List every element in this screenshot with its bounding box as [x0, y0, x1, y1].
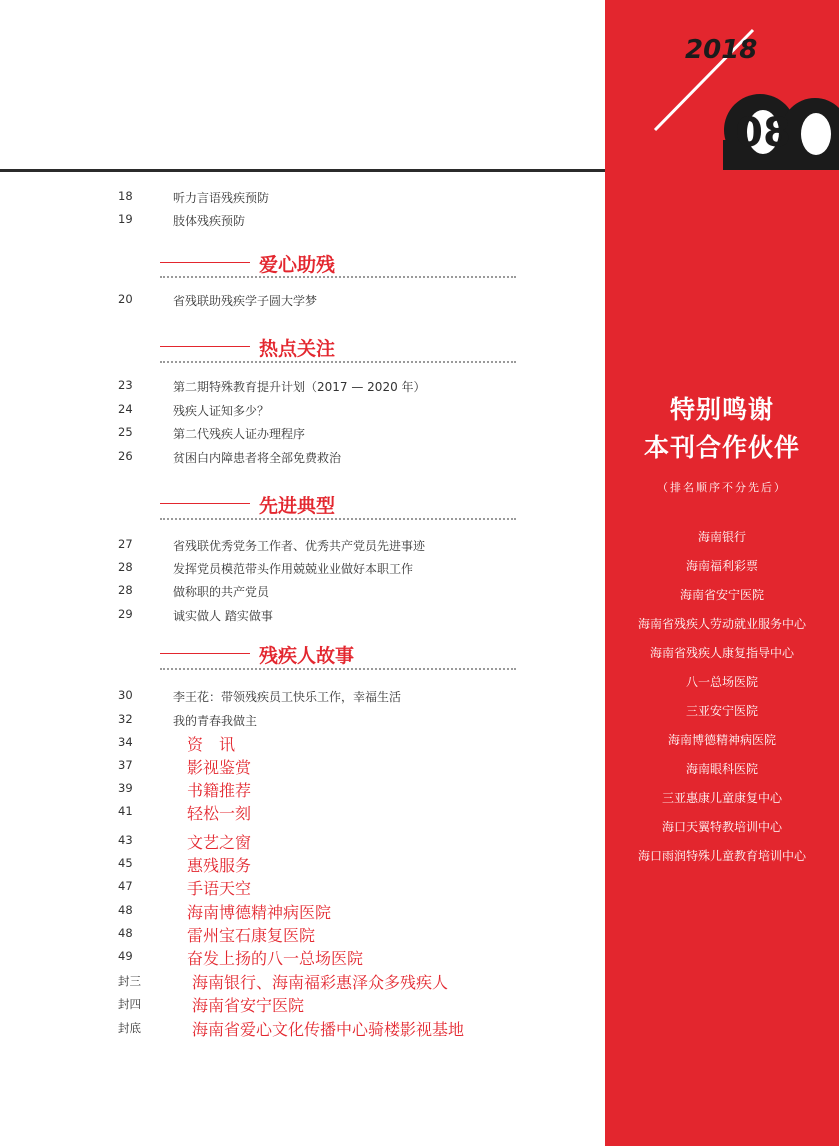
- toc-page: 39: [118, 781, 133, 795]
- partner-item: 海口雨润特殊儿童教育培训中心: [637, 849, 806, 863]
- issue-year: 2018: [685, 35, 758, 65]
- issue-logo: [635, 20, 839, 170]
- partner-item: 三亚安宁医院: [685, 704, 758, 718]
- partner-item: 海南省残疾人劳动就业服务中心: [637, 617, 806, 631]
- toc-page: 封三: [118, 974, 141, 988]
- column-entry[interactable]: 影视鉴赏: [187, 758, 252, 777]
- column-entry[interactable]: 惠残服务: [187, 856, 252, 875]
- toc-page: 23: [118, 378, 133, 392]
- partner-item: 三亚惠康儿童康复中心: [661, 791, 782, 805]
- dotted-divider: [160, 668, 516, 670]
- toc-entry[interactable]: 省残联优秀党务工作者、优秀共产党员先进事迹: [173, 539, 426, 553]
- toc-page: 封底: [118, 1021, 141, 1035]
- column-entry[interactable]: 海南省安宁医院: [192, 996, 305, 1015]
- toc-page: 32: [118, 712, 133, 726]
- toc-page: 29: [118, 607, 133, 621]
- section-rule: [160, 262, 250, 263]
- partner-item: 海南省安宁医院: [679, 588, 764, 602]
- column-entry[interactable]: 海南省爱心文化传播中心骑楼影视基地: [192, 1020, 465, 1039]
- partner-item: 海南眼科医院: [685, 762, 758, 776]
- toc-page: 43: [118, 833, 133, 847]
- column-entry[interactable]: 文艺之窗: [187, 833, 252, 852]
- column-entry[interactable]: 海南博德精神病医院: [187, 903, 332, 922]
- toc-entry[interactable]: 第二代残疾人证办理程序: [173, 427, 306, 441]
- section-rule: [160, 346, 250, 347]
- toc-page: 27: [118, 537, 133, 551]
- toc-entry[interactable]: 省残联助残疾学子圆大学梦: [173, 294, 318, 308]
- section-title: 热点关注: [259, 338, 336, 360]
- toc-entry[interactable]: 贫困白内障患者将全部免费救治: [173, 451, 342, 465]
- toc-page: 20: [118, 292, 133, 306]
- toc-page: 19: [118, 212, 133, 226]
- partner-item: 海南银行: [697, 530, 746, 544]
- dotted-divider: [160, 276, 516, 278]
- thanks-title-line2: 本刊合作伙伴: [643, 433, 800, 462]
- toc-page: 48: [118, 903, 133, 917]
- toc-page: 45: [118, 856, 133, 870]
- section-title: 爱心助残: [259, 254, 336, 276]
- thanks-title-line1: 特别鸣谢: [669, 395, 774, 424]
- header-rule: [0, 169, 610, 172]
- toc-page: 41: [118, 804, 133, 818]
- toc-page: 48: [118, 926, 133, 940]
- toc-entry[interactable]: 肢体残疾预防: [173, 214, 246, 228]
- section-rule: [160, 503, 250, 504]
- toc-page: 49: [118, 949, 133, 963]
- toc-page: 47: [118, 879, 133, 893]
- toc-entry[interactable]: 发挥党员模范带头作用兢兢业业做好本职工作: [173, 562, 414, 576]
- dotted-divider: [160, 361, 516, 363]
- toc-entry[interactable]: 残疾人证知多少？: [173, 404, 270, 418]
- section-title: 残疾人故事: [259, 645, 355, 667]
- column-entry[interactable]: 奋发上扬的八一总场医院: [187, 949, 364, 968]
- column-entry[interactable]: 海南银行、海南福彩惠泽众多残疾人: [192, 973, 449, 992]
- column-entry[interactable]: 手语天空: [187, 879, 252, 898]
- toc-page: 26: [118, 449, 133, 463]
- toc-page: 34: [118, 735, 133, 749]
- issue-number-0: 08: [735, 110, 791, 156]
- section-title: 先进典型: [259, 495, 336, 517]
- toc-page: 28: [118, 560, 133, 574]
- partner-item: 海南省残疾人康复指导中心: [649, 646, 794, 660]
- column-entry[interactable]: 资 讯: [187, 735, 236, 754]
- column-entry[interactable]: 轻松一刻: [187, 804, 252, 823]
- toc-page: 28: [118, 583, 133, 597]
- column-entry[interactable]: 书籍推荐: [187, 781, 252, 800]
- thanks-subtitle: （排名顺序不分先后）: [657, 481, 787, 494]
- partner-item: 海南博德精神病医院: [667, 733, 776, 747]
- toc-page: 24: [118, 402, 133, 416]
- partner-item: 八一总场医院: [685, 675, 758, 689]
- toc-entry[interactable]: 做称职的共产党员: [173, 585, 270, 599]
- section-rule: [160, 653, 250, 654]
- partner-item: 海口天翼特教培训中心: [661, 820, 782, 834]
- toc-entry[interactable]: 我的青春我做主: [173, 714, 258, 728]
- column-entry[interactable]: 雷州宝石康复医院: [187, 926, 316, 945]
- toc-entry[interactable]: 诚实做人 踏实做事: [173, 609, 273, 623]
- toc-page: 30: [118, 688, 133, 702]
- toc-entry[interactable]: 第二期特殊教育提升计划（2017 — 2020 年）: [173, 380, 426, 394]
- dotted-divider: [160, 518, 516, 520]
- partner-item: 海南福利彩票: [685, 559, 758, 573]
- toc-page: 25: [118, 425, 133, 439]
- partners-sidebar: [605, 0, 839, 1146]
- toc-entry[interactable]: 听力言语残疾预防: [173, 191, 270, 205]
- toc-page: 封四: [118, 997, 141, 1011]
- toc-page: 18: [118, 189, 133, 203]
- toc-entry[interactable]: 李王花：带领残疾员工快乐工作，幸福生活: [173, 690, 402, 704]
- toc-page: 37: [118, 758, 133, 772]
